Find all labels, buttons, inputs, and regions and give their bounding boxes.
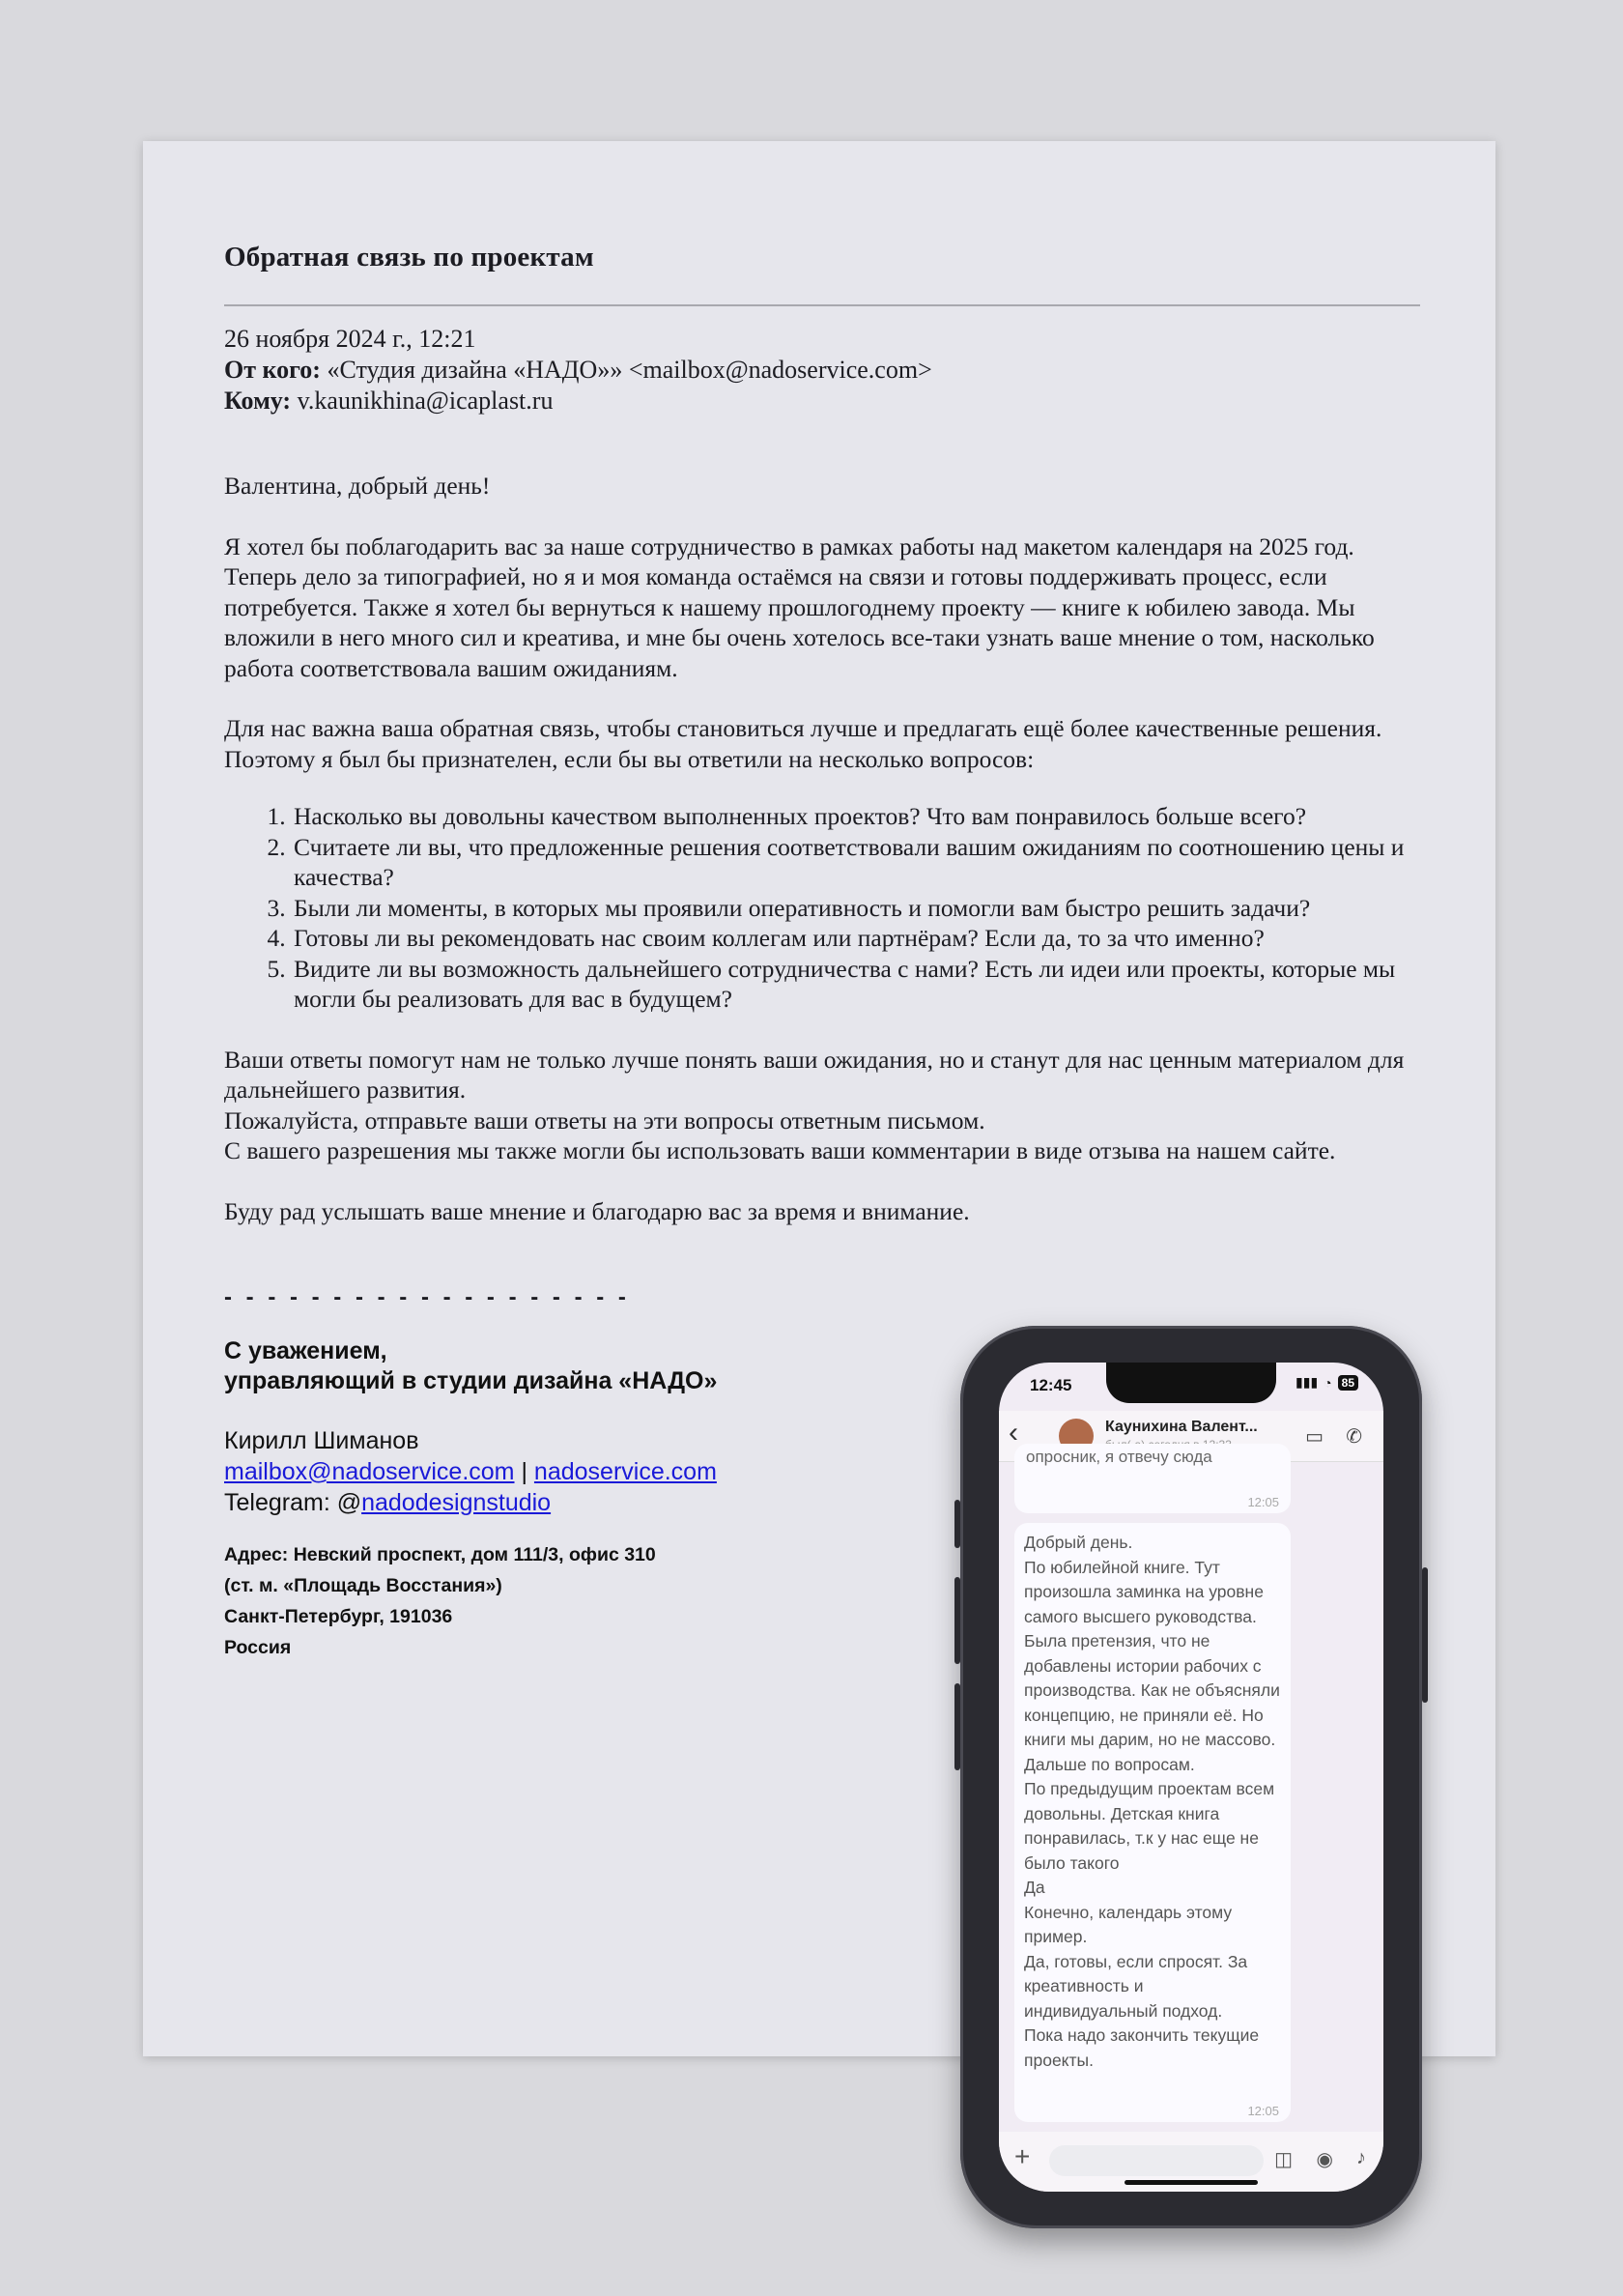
status-time: 12:45 xyxy=(1030,1376,1072,1394)
email-closing: Буду рад услышать ваше мнение и благодарю вас за время и внимание. xyxy=(224,1196,970,1225)
paragraph-3c: С вашего разрешения мы также могли бы использовать ваши комментарии в виде отзыва на нашем сайте. xyxy=(224,1136,1336,1164)
email-greeting: Валентина, добрый день! xyxy=(224,472,491,500)
email-to xyxy=(224,386,1420,416)
message-text: опросник, я отвечу сюда xyxy=(1026,1448,1212,1466)
email-paragraph-3 xyxy=(224,1045,1420,1166)
battery-icon: 85 xyxy=(1338,1375,1358,1391)
website-link[interactable]: nadoservice.com xyxy=(533,1458,717,1485)
message-bubble xyxy=(1014,1444,1291,1513)
questions-list xyxy=(224,801,1420,1015)
address-line: Санкт-Петербург, 191036 xyxy=(224,1606,453,1627)
message-time: 12:05 xyxy=(1247,2104,1279,2118)
sticker-icon[interactable]: ◫ xyxy=(1274,2149,1293,2170)
mute-switch xyxy=(954,1500,960,1548)
email-date: 26 ноября 2024 г., 12:21 xyxy=(224,325,476,353)
message-bubble xyxy=(1014,1523,1291,2122)
paragraph-3a: Ваши ответы помогут нам не только лучше понять ваши ожидания, но и станут для нас ценным материалом для дальнейшего развития. xyxy=(224,1045,1405,1104)
signature-separator: - - - - - - - - - - - - - - - - - - - xyxy=(224,1284,630,1310)
phone-screen xyxy=(999,1363,1383,2192)
message-text: Добрый день. По юбилейной книге. Тут произошла заминка на уровне самого высшего руководства. Была претензия, что не добавлены истории рабочих с производства. Как не объясняли концепцию, не приняли её. Но книги мы дарим, но не массово. Дальше по вопросам. По предыдущим проектам всем довольны. Детская книга понравилась, т.к у нас еще не было такого Да Конечно, календарь этому пример. Да, готовы, если спросят. За креативность и индивидуальный подход. Пока надо закончить текущие проекты. xyxy=(1024,1533,1280,2070)
wifi-icon: ◔ xyxy=(1324,1374,1332,1391)
phone-icon[interactable]: ✆ xyxy=(1346,1426,1362,1448)
side-button xyxy=(1422,1567,1428,1703)
home-indicator[interactable] xyxy=(1125,2180,1258,2185)
email-subject: Обратная связь по проектам xyxy=(224,242,594,273)
paragraph-3b: Пожалуйста, отправьте ваши ответы на эти вопросы ответным письмом. xyxy=(224,1105,985,1134)
list-item: 3. Были ли моменты, в которых мы проявили оперативность и помогли вам быстро решить задачи? xyxy=(292,893,1420,924)
telegram-prefix: Telegram: @ xyxy=(224,1489,362,1516)
contact-name[interactable]: Каунихина Валент... xyxy=(1105,1419,1258,1435)
email-paragraph-1: Я хотел бы поблагодарить вас за наше сотрудничество в рамках работы над макетом календаря на 2025 год. Теперь дело за типографией, но я и моя команда остаёмся на связи и готовы поддерживать процесс, если потребуется. Также я хотел бы вернуться к нашему прошлогоднему проекту — книге к юбилею завода. Мы вложили в него много сил и креатива, и мне бы очень хотелось все-таки узнать ваше мнение о том, насколько работа соответствовала вашим ожиданиям. xyxy=(224,531,1375,682)
status-icons xyxy=(1296,1374,1358,1391)
list-item: 1. Насколько вы довольны качеством выполненных проектов? Что вам понравилось больше всего? xyxy=(292,801,1420,832)
role-line: управляющий в студии дизайна «НАДО» xyxy=(224,1367,718,1394)
microphone-icon[interactable]: ♪ xyxy=(1356,2147,1366,2168)
volume-up-button xyxy=(954,1577,960,1664)
telegram-link[interactable]: nadodesignstudio xyxy=(361,1489,552,1516)
address-line: (ст. м. «Площадь Восстания») xyxy=(224,1575,502,1596)
attach-icon[interactable]: + xyxy=(1014,2141,1031,2171)
email-from xyxy=(224,355,1420,386)
list-item: 2. Считаете ли вы, что предложенные решения соответствовали вашим ожиданиям по соотношению цены и качества? xyxy=(292,832,1420,893)
notch xyxy=(1106,1363,1276,1403)
signer-name: Кирилл Шиманов xyxy=(224,1427,419,1454)
camera-icon[interactable]: ◉ xyxy=(1316,2149,1333,2170)
smartphone xyxy=(960,1326,1422,2228)
from-label: От кого: xyxy=(224,356,321,384)
address-line: Адрес: Невский проспект, дом 111/3, офис 310 xyxy=(224,1544,656,1565)
volume-down-button xyxy=(954,1683,960,1770)
to-label: Кому: xyxy=(224,387,292,415)
from-value: «Студия дизайна «НАДО»» <mailbox@nadoservice.com> xyxy=(327,356,932,384)
regards-line: С уважением, xyxy=(224,1337,387,1364)
list-item: 4. Готовы ли вы рекомендовать нас своим коллегам или партнёрам? Если да, то за что именно? xyxy=(292,923,1420,954)
video-call-icon[interactable]: ▭ xyxy=(1305,1426,1324,1448)
header-divider xyxy=(224,304,1420,306)
message-time: 12:05 xyxy=(1247,1495,1279,1509)
message-input[interactable] xyxy=(1049,2145,1264,2176)
list-item: 5. Видите ли вы возможность дальнейшего сотрудничества с нами? Есть ли идеи или проекты, которые мы могли бы реализовать для вас в будущем? xyxy=(292,954,1420,1015)
to-value: v.kaunikhina@icaplast.ru xyxy=(297,387,554,415)
email-paragraph-2: Для нас важна ваша обратная связь, чтобы становиться лучше и предлагать ещё более качественные решения. Поэтому я был бы признателен, если бы вы ответили на несколько вопросов: xyxy=(224,714,1382,773)
signal-icon: ▮▮▮ xyxy=(1296,1374,1319,1390)
link-separator: | xyxy=(521,1458,527,1485)
email-link[interactable]: mailbox@nadoservice.com xyxy=(224,1458,515,1485)
address-line: Россия xyxy=(224,1637,292,1658)
back-icon[interactable]: ‹ xyxy=(1009,1417,1018,1449)
